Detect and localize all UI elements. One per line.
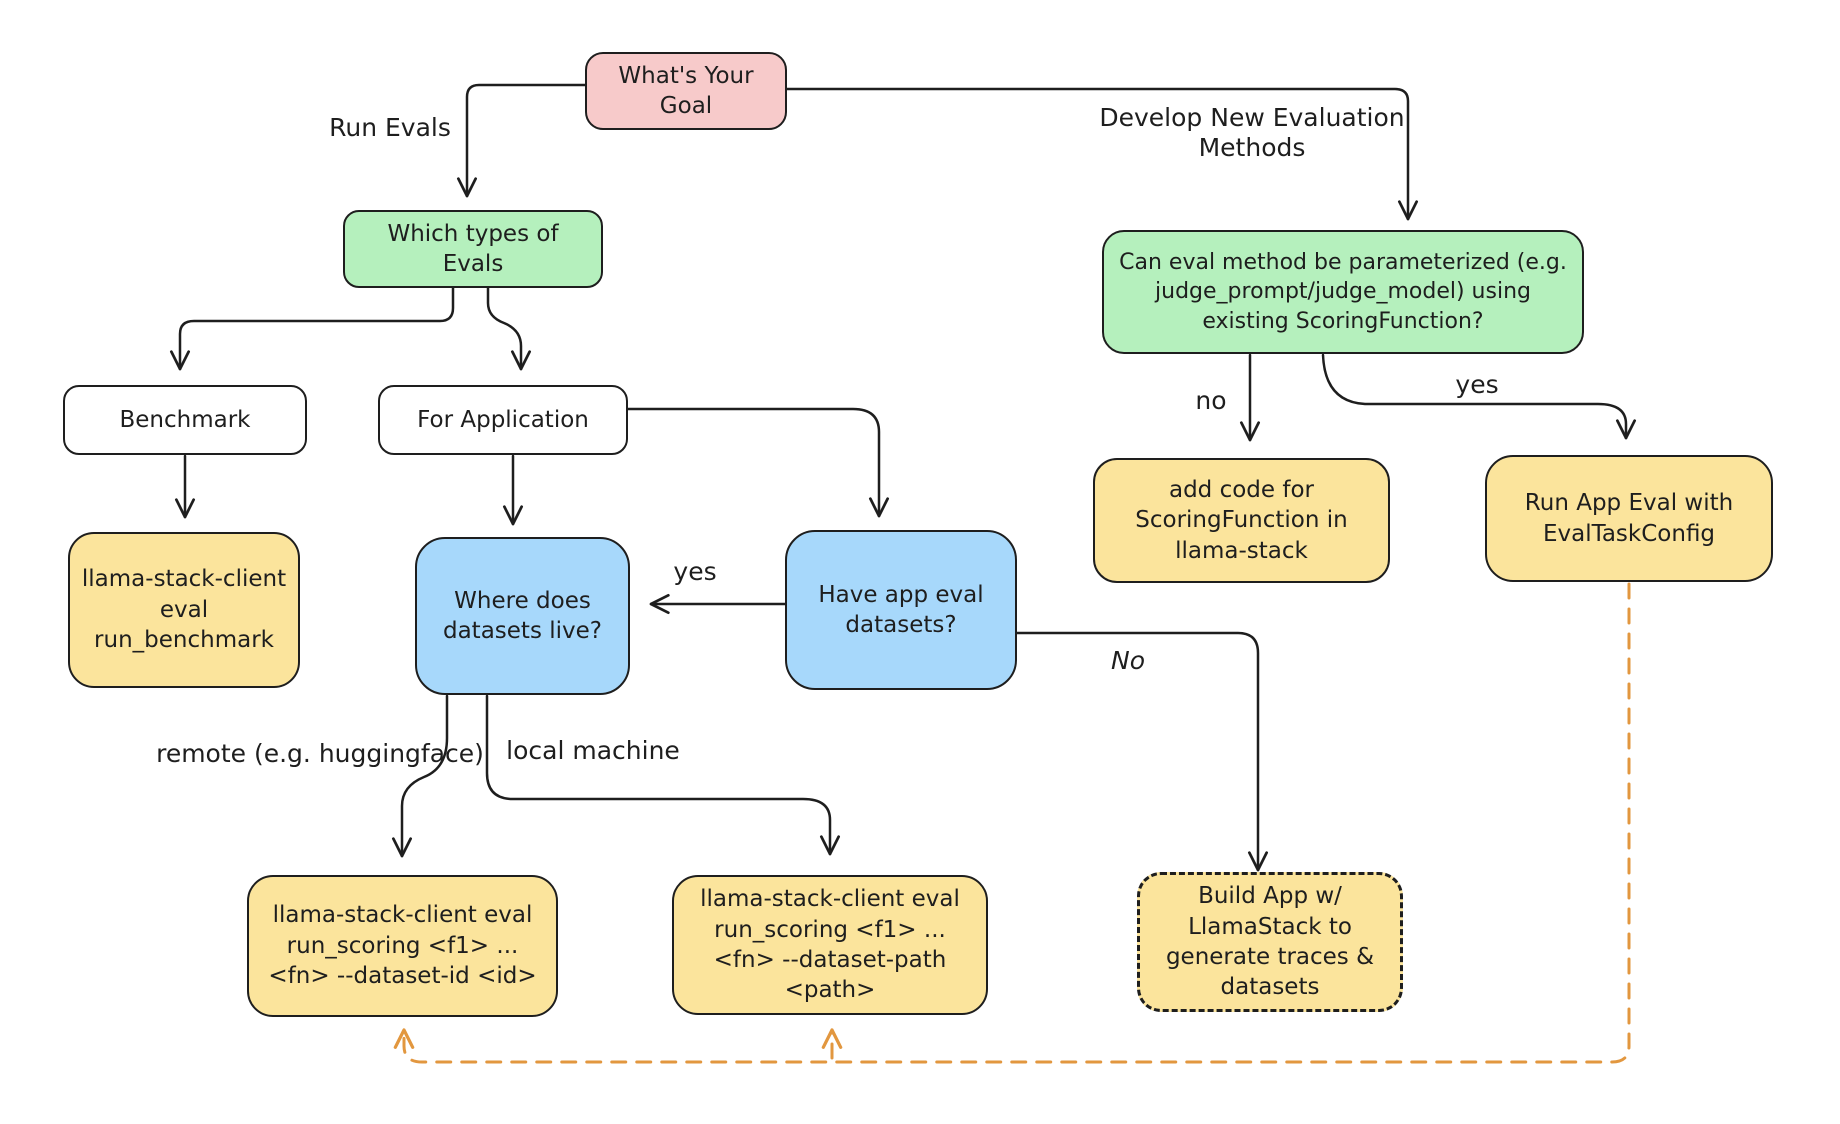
edge-goal-to-which-types: [467, 85, 585, 196]
node-run-scoring-dataset-id-command: llama-stack-client eval run_scoring <f1> ... <fn> --dataset-id <id>: [247, 875, 558, 1017]
edge-label-yes-right: yes: [1455, 370, 1499, 399]
edge-label-yes-mid: yes: [673, 557, 717, 586]
node-add-code-for-scoringfunction: add code for ScoringFunction in llama-stack: [1093, 458, 1390, 583]
node-can-eval-method-be-parameterized: Can eval method be parameterized (e.g. judge_prompt/judge_model) using existing ScoringFunction?: [1102, 230, 1584, 354]
node-run-app-eval-with-evaltaskconfig: Run App Eval with EvalTaskConfig: [1485, 455, 1773, 582]
edge-label-develop-new-evaluation-methods: Develop New Evaluation Methods: [1099, 103, 1405, 162]
edge-label-run-evals: Run Evals: [329, 113, 451, 142]
node-run-scoring-dataset-path-command: llama-stack-client eval run_scoring <f1> ... <fn> --dataset-path <path>: [672, 875, 988, 1015]
edge-which-types-to-benchmark: [180, 288, 453, 369]
edge-label-no-cap: No: [1111, 646, 1145, 675]
node-whats-your-goal: What's Your Goal: [585, 52, 787, 130]
edge-label-local-machine: local machine: [506, 736, 680, 765]
node-run-benchmark-command: llama-stack-client eval run_benchmark: [68, 532, 300, 688]
edge-where-datasets-local-to-run-scoring-path: [487, 696, 830, 854]
edge-where-datasets-remote-to-run-scoring-id: [402, 696, 447, 856]
node-which-types-of-evals: Which types of Evals: [343, 210, 603, 288]
node-have-app-eval-datasets: Have app eval datasets?: [785, 530, 1017, 690]
edge-label-remote-huggingface: remote (e.g. huggingface): [156, 739, 484, 768]
edge-label-no: no: [1195, 386, 1227, 415]
edge-for-application-to-have-datasets: [628, 409, 879, 516]
node-where-does-datasets-live: Where does datasets live?: [415, 537, 630, 695]
node-build-app-with-llamastack: Build App w/ LlamaStack to generate traces & datasets: [1137, 872, 1403, 1012]
node-for-application: For Application: [378, 385, 628, 455]
edge-which-types-to-for-application: [488, 288, 521, 369]
node-benchmark: Benchmark: [63, 385, 307, 455]
